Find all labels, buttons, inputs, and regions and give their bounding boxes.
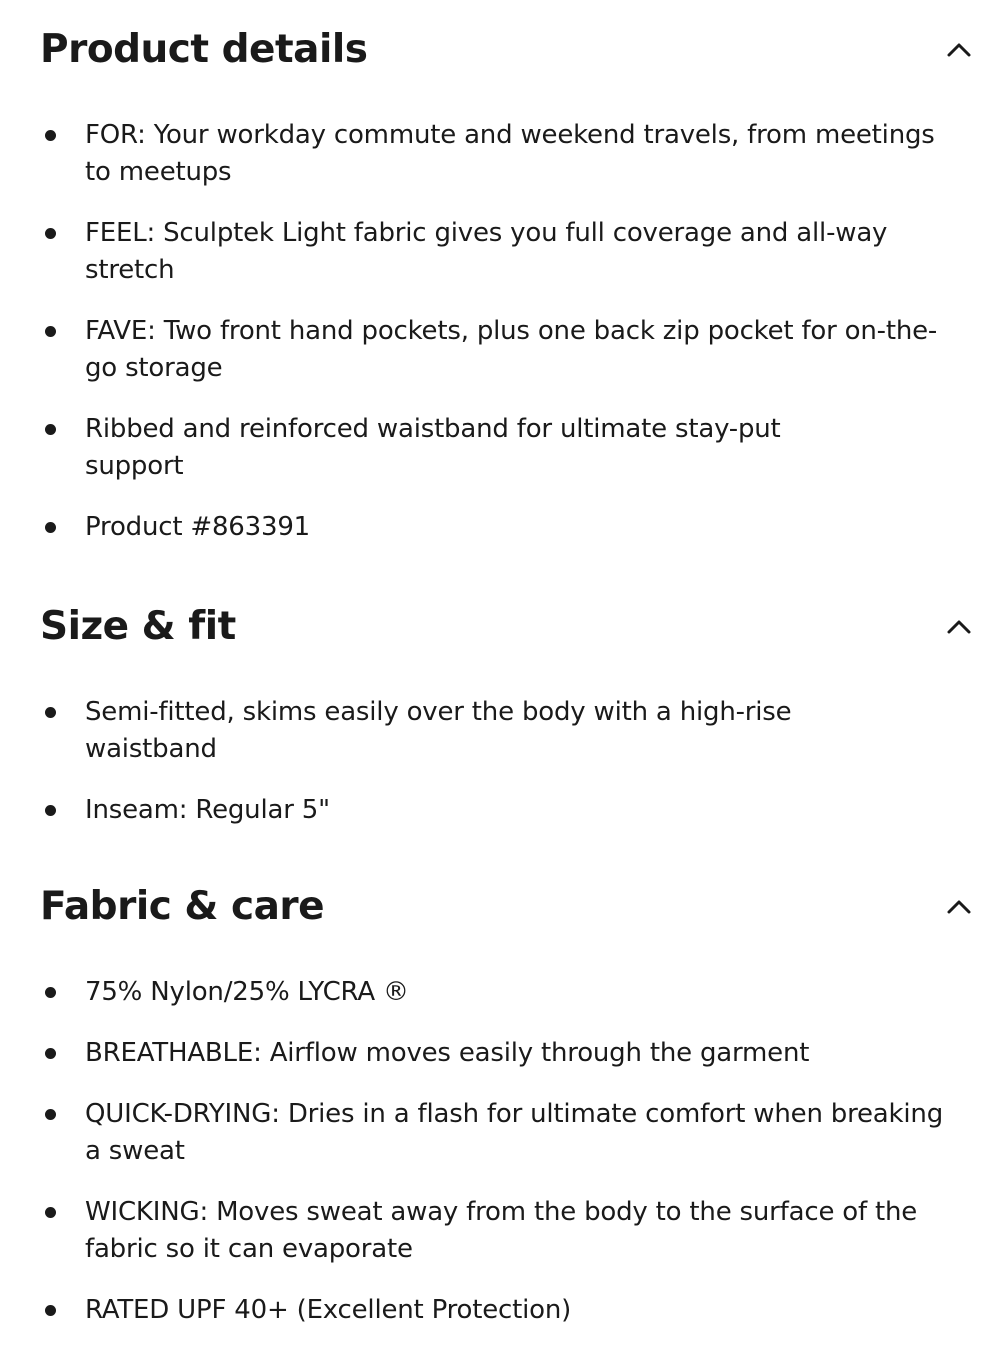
list-item [0,1194,1000,1268]
list-item-text: FOR: Your workday commute and weekend travels, from meetings to meetups [85,120,935,187]
size-fit-header[interactable] [0,597,1000,657]
fabric-care-header[interactable] [0,877,1000,937]
fabric-care-list [0,974,1000,1353]
product-details-list [0,117,1000,570]
list-item [0,1035,1000,1072]
chevron-up-icon[interactable] [944,612,974,642]
list-item-text: QUICK-DRYING: Dries in a flash for ultimate comfort when breaking a sweat [85,1099,944,1166]
list-item [0,1292,1000,1329]
list-item-text: BREATHABLE: Airflow moves easily through the garment [85,1038,810,1068]
bullet-icon [45,424,56,435]
list-item [0,694,865,768]
list-item-text: 75% Nylon/25% LYCRA ® [85,977,409,1007]
list-item [0,1096,1000,1170]
list-item-text: WICKING: Moves sweat away from the body to the surface of the fabric so it can evaporate [85,1197,918,1264]
bullet-icon [45,1305,56,1316]
list-item-text: Product #863391 [85,512,311,542]
list-item [0,974,1000,1011]
bullet-icon [45,805,56,816]
list-item [0,215,1000,289]
list-item-text: Ribbed and reinforced waistband for ultimate stay-put support [85,414,781,481]
list-item-text: FAVE: Two front hand pockets, plus one back zip pocket for on-the-go storage [85,316,938,383]
bullet-icon [45,326,56,337]
list-item [0,411,865,485]
bullet-icon [45,1109,56,1120]
bullet-icon [45,522,56,533]
bullet-icon [45,130,56,141]
product-details-header[interactable] [0,20,1000,80]
list-item [0,313,1000,387]
list-item [0,117,1000,191]
bullet-icon [45,1048,56,1059]
list-item-text: RATED UPF 40+ (Excellent Protection) [85,1295,572,1325]
list-item-text: Inseam: Regular 5" [85,795,330,825]
bullet-icon [45,228,56,239]
size-fit-list [0,694,1000,853]
bullet-icon [45,707,56,718]
list-item-text: Semi-fitted, skims easily over the body with a high-rise waistband [85,697,792,764]
section-title: Size & fit [40,604,236,649]
bullet-icon [45,987,56,998]
list-item [0,792,1000,829]
list-item-text: FEEL: Sculptek Light fabric gives you full coverage and all-way stretch [85,218,888,285]
chevron-up-icon[interactable] [944,892,974,922]
list-item [0,509,1000,546]
section-title: Fabric & care [40,884,325,929]
bullet-icon [45,1207,56,1218]
section-title: Product details [40,27,368,72]
chevron-up-icon[interactable] [944,35,974,65]
